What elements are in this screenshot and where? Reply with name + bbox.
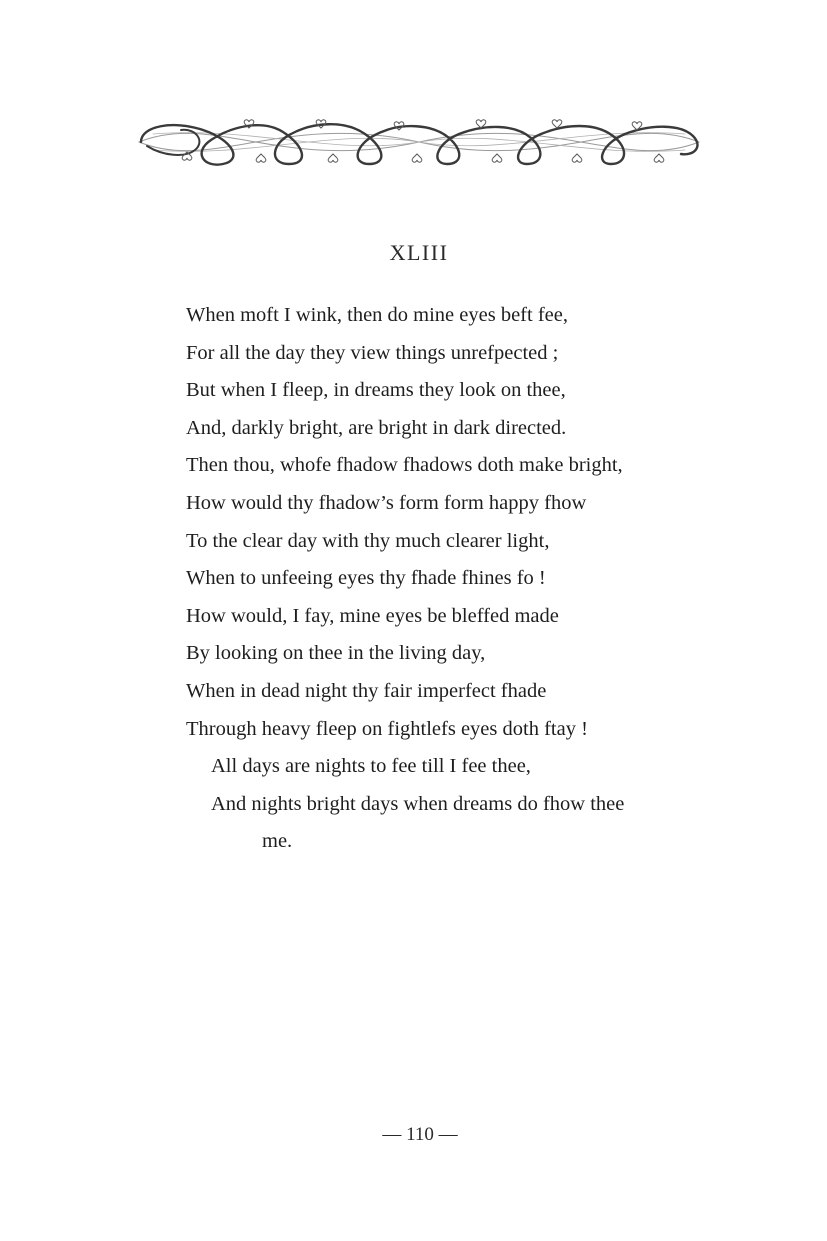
poem-line: For all the day they view things unrefpected ; — [186, 341, 559, 364]
sonnet-number: XLIII — [389, 240, 449, 265]
couplet-turnover: me. — [262, 830, 293, 853]
poem-line: And, darkly bright, are bright in dark directed. — [186, 416, 567, 439]
poem-line: Through heavy fleep on fightlefs eyes doth ftay ! — [186, 717, 588, 740]
poem-line: But when I fleep, in dreams they look on thee, — [186, 379, 566, 402]
poem-line: By looking on thee in the living day, — [186, 642, 486, 665]
poem-line: When in dead night thy fair imperfect fhade — [186, 679, 547, 702]
poem-line: How would thy fhadow’s form form happy fhow — [186, 491, 587, 514]
couplet-line: All days are nights to fee till I fee thee, — [211, 755, 531, 778]
couplet-line: And nights bright days when dreams do fhow thee — [211, 792, 625, 815]
poem-line: When to unfeeing eyes thy fhade fhines fo ! — [186, 567, 546, 590]
poem-line: Then thou, whofe fhadow fhadows doth make bright, — [186, 454, 623, 477]
ornament-header-icon — [133, 112, 705, 172]
poem-line: To the clear day with thy much clearer light, — [186, 529, 550, 552]
poem-line: When moft I wink, then do mine eyes beft fee, — [186, 304, 568, 326]
poem-line: How would, I fay, mine eyes be bleffed made — [186, 604, 559, 627]
poem-body — [186, 297, 746, 861]
page-number: — 110 — — [382, 1124, 458, 1145]
